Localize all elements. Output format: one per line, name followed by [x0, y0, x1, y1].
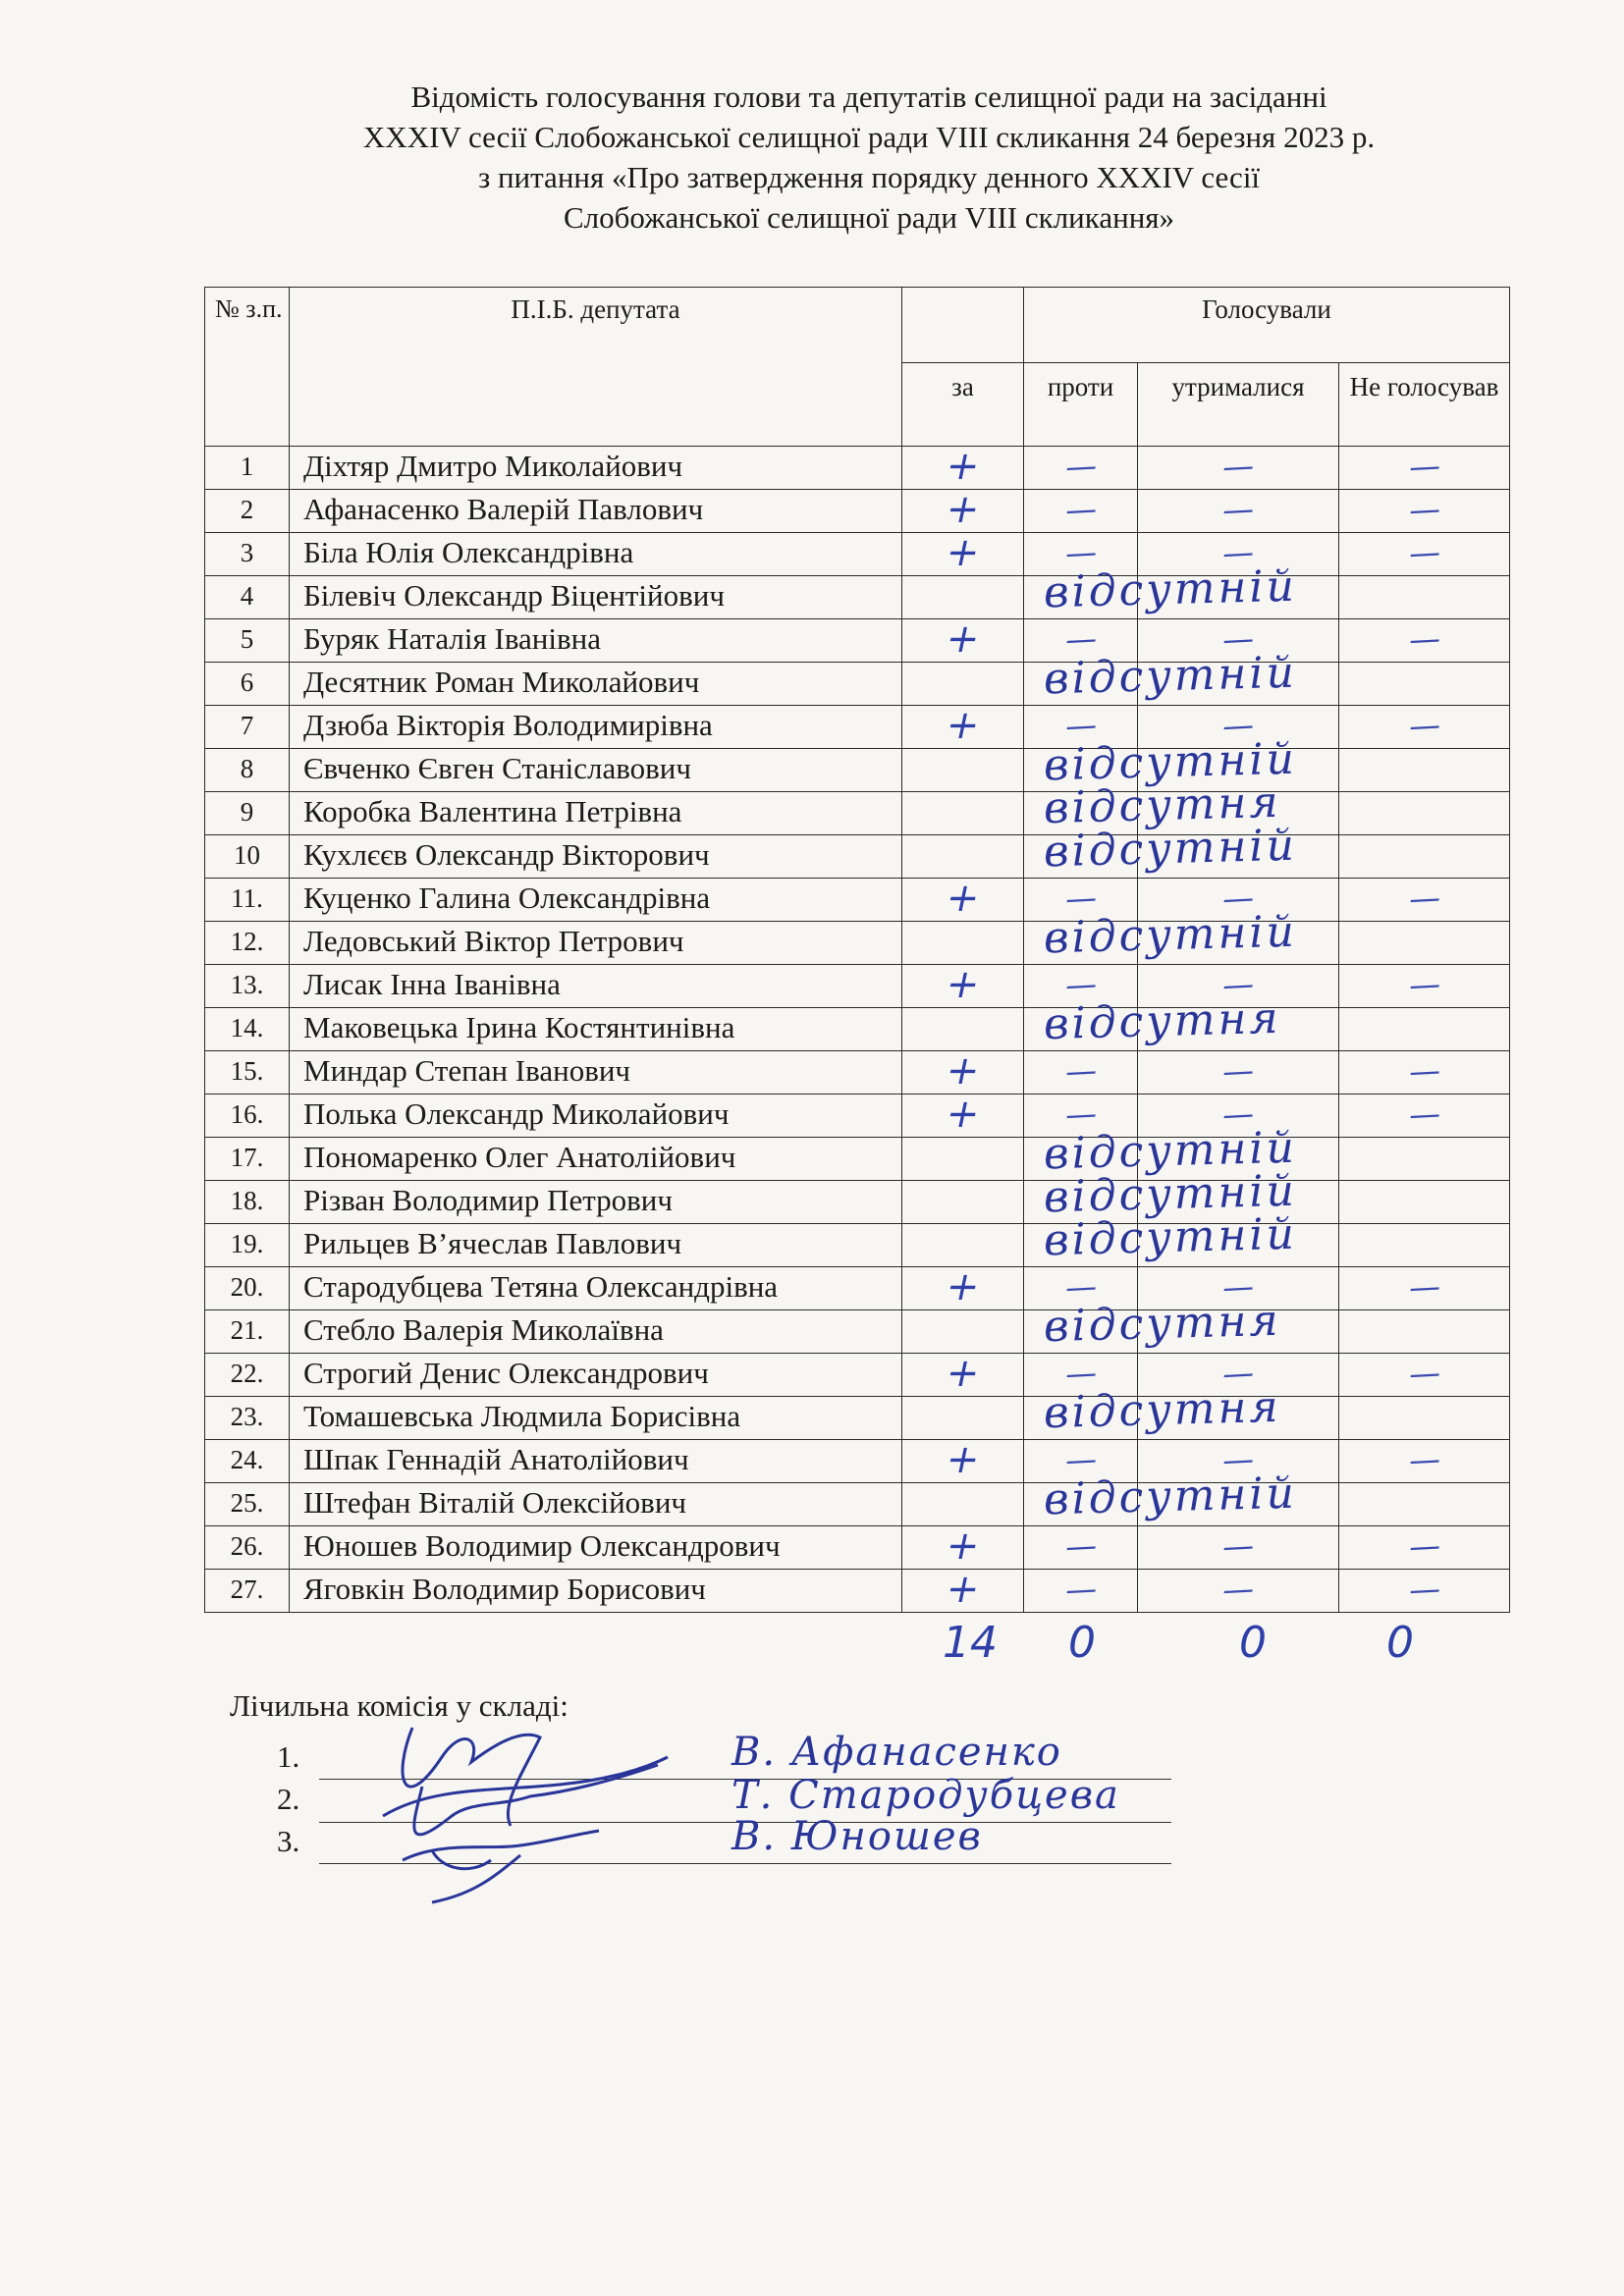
vote-not-voted-mark: — [1407, 490, 1441, 529]
vote-for-mark: + [941, 1264, 985, 1309]
deputy-name: Рильцев В’ячеслав Павлович [290, 1224, 902, 1267]
deputy-name: Афанасенко Валерій Павлович [290, 490, 902, 533]
deputy-name: Шпак Геннадій Анатолійович [290, 1440, 902, 1483]
absent-note: відсутня [1043, 992, 1282, 1050]
table-row [205, 576, 1510, 619]
table-row [205, 1138, 1510, 1181]
vote-not-voted-cell [1339, 1440, 1510, 1483]
table-row [205, 1440, 1510, 1483]
vote-not-voted-cell [1339, 965, 1510, 1008]
vote-for-cell [902, 962, 1024, 1008]
vote-for-cell [902, 1351, 1024, 1397]
vote-against-mark: — [1063, 965, 1098, 1004]
absent-cell [1024, 1295, 1282, 1354]
total-for: 14 [943, 1618, 998, 1668]
row-num: 19. [205, 1224, 290, 1267]
vote-for-mark: + [941, 1437, 985, 1482]
vote-not-voted-cell [1339, 792, 1510, 835]
member-num-3: 3. [277, 1824, 300, 1858]
vote-not-voted-cell [1339, 1310, 1510, 1354]
row-num: 5 [205, 619, 290, 663]
vote-for-cell [902, 1483, 1024, 1526]
vote-for-cell [902, 1264, 1024, 1310]
absent-note: відсутній [1043, 1165, 1298, 1223]
table-row [205, 922, 1510, 965]
row-num: 10 [205, 835, 290, 879]
vote-for-mark: + [941, 1523, 985, 1569]
table-row [205, 706, 1510, 749]
vote-not-voted-cell [1339, 663, 1510, 706]
vote-abstained-mark: — [1221, 965, 1255, 1004]
vote-not-voted-cell [1339, 1483, 1510, 1526]
vote-abstained-mark: — [1221, 1095, 1255, 1134]
vote-for-cell [902, 1224, 1024, 1267]
deputy-name: Маковецька Ірина Костянтинівна [290, 1008, 902, 1051]
vote-not-voted-cell [1339, 533, 1510, 576]
vote-abstained-mark: — [1221, 447, 1255, 486]
vote-against-mark: — [1063, 1440, 1098, 1479]
vote-for-mark: + [941, 616, 985, 662]
deputy-name: Десятник Роман Миколайович [290, 663, 902, 706]
table-row [205, 749, 1510, 792]
title-line-1: Відомість голосування голови та депутатів селищної ради на засіданні [410, 80, 1327, 114]
header-not-voted: Не голосував [1339, 363, 1510, 447]
vote-abstained-mark: — [1221, 1267, 1255, 1307]
vote-not-voted-cell [1339, 1526, 1510, 1570]
deputy-name: Строгий Денис Олександрович [290, 1354, 902, 1397]
vote-not-voted-cell [1339, 749, 1510, 792]
vote-for-mark: + [941, 703, 985, 748]
vote-against-mark: — [1063, 1526, 1098, 1566]
table-row [205, 447, 1510, 490]
absent-note: відсутній [1043, 1468, 1298, 1525]
vote-not-voted-mark: — [1407, 533, 1441, 572]
vote-for-mark: + [941, 444, 985, 489]
vote-against-mark: — [1063, 706, 1098, 745]
member-name-2: Т. Стародубцева [731, 1773, 1120, 1818]
vote-for-cell [902, 1397, 1024, 1440]
table-row [205, 1181, 1510, 1224]
row-num: 21. [205, 1310, 290, 1354]
absent-note: відсутній [1043, 820, 1298, 878]
vote-not-voted-mark: — [1407, 879, 1441, 918]
vote-abstained-cell [1138, 1051, 1339, 1095]
table-row [205, 1224, 1510, 1267]
table-row [205, 1008, 1510, 1051]
vote-for-mark: + [941, 1092, 985, 1137]
vote-for-cell [902, 1048, 1024, 1095]
vote-not-voted-cell [1339, 1570, 1510, 1613]
deputy-name: Юношев Володимир Олександрович [290, 1526, 902, 1570]
vote-for-mark: + [941, 962, 985, 1007]
vote-for-cell [902, 576, 1024, 619]
header-name: П.І.Б. депутата [290, 288, 902, 447]
row-num: 18. [205, 1181, 290, 1224]
vote-for-mark: + [941, 487, 985, 532]
vote-abstained-mark: — [1221, 706, 1255, 745]
table-row [205, 835, 1510, 879]
vote-for-cell [902, 1567, 1024, 1613]
deputy-name: Яговкін Володимир Борисович [290, 1570, 902, 1613]
absent-cell [1024, 1468, 1298, 1526]
vote-for-cell [902, 616, 1024, 663]
vote-against-cell [1024, 1526, 1138, 1570]
vote-against-cell [1024, 490, 1138, 533]
vote-for-cell [902, 792, 1024, 835]
row-num: 26. [205, 1526, 290, 1570]
absent-note: відсутній [1043, 647, 1298, 705]
vote-abstained-cell [1138, 490, 1339, 533]
header-for: за [902, 363, 1024, 447]
vote-for-mark: + [941, 876, 985, 921]
vote-for-cell [902, 1008, 1024, 1051]
vote-for-mark: + [941, 1048, 985, 1094]
vote-against-mark: — [1063, 1570, 1098, 1609]
vote-for-cell [902, 1437, 1024, 1483]
vote-abstained-cell [1138, 447, 1339, 490]
row-num: 16. [205, 1095, 290, 1138]
vote-abstained-mark: — [1221, 619, 1255, 659]
row-num: 2 [205, 490, 290, 533]
row-num: 15. [205, 1051, 290, 1095]
vote-against-mark: — [1063, 533, 1098, 572]
header-against: проти [1024, 363, 1138, 447]
deputy-name: Томашевська Людмила Борисівна [290, 1397, 902, 1440]
vote-against-mark: — [1063, 1354, 1098, 1393]
total-against: 0 [1068, 1618, 1096, 1668]
table-row [205, 1051, 1510, 1095]
table-row [205, 1267, 1510, 1310]
vote-against-cell [1024, 1051, 1138, 1095]
vote-abstained-cell [1138, 1526, 1339, 1570]
row-num: 20. [205, 1267, 290, 1310]
member-name-3: В. Юношев [731, 1814, 983, 1859]
vote-abstained-cell [1138, 1570, 1339, 1613]
table-row [205, 1570, 1510, 1613]
row-num: 6 [205, 663, 290, 706]
deputy-name: Полька Олександр Миколайович [290, 1095, 902, 1138]
vote-not-voted-mark: — [1407, 1440, 1441, 1479]
table-row [205, 663, 1510, 706]
vote-for-cell [902, 1523, 1024, 1570]
absent-note: відсутній [1043, 561, 1298, 618]
vote-not-voted-mark: — [1407, 1570, 1441, 1609]
table-row [205, 1310, 1510, 1354]
header-voted: Голосували [1024, 288, 1510, 363]
vote-abstained-mark: — [1221, 1051, 1255, 1091]
vote-not-voted-mark: — [1407, 1526, 1441, 1566]
title-line-3: з питання «Про затвердження порядку денного XXXIV сесії [477, 160, 1261, 194]
absent-cell [1024, 647, 1298, 706]
row-num: 7 [205, 706, 290, 749]
title-line-2: XXXIV сесії Слобожанської селищної ради VIII скликання 24 березня 2023 р. [362, 120, 1376, 154]
deputy-name: Штефан Віталій Олексійович [290, 1483, 902, 1526]
absent-note: відсутній [1043, 906, 1298, 964]
vote-not-voted-cell [1339, 1354, 1510, 1397]
vote-not-voted-cell [1339, 447, 1510, 490]
deputy-name: Дзюба Вікторія Володимирівна [290, 706, 902, 749]
vote-for-mark: + [941, 1351, 985, 1396]
absent-note: відсутня [1043, 776, 1282, 834]
deputy-name: Євченко Євген Станіславович [290, 749, 902, 792]
vote-not-voted-cell [1339, 490, 1510, 533]
vote-against-mark: — [1063, 879, 1098, 918]
header-abstained: утрималися [1138, 363, 1339, 447]
vote-not-voted-mark: — [1407, 619, 1441, 659]
absent-note: відсутня [1043, 1295, 1282, 1353]
vote-for-cell [902, 530, 1024, 576]
vote-for-cell [902, 922, 1024, 965]
table-row [205, 1354, 1510, 1397]
row-num: 12. [205, 922, 290, 965]
vote-abstained-mark: — [1221, 1354, 1255, 1393]
absent-note: відсутній [1043, 1122, 1298, 1180]
vote-not-voted-cell [1339, 1224, 1510, 1267]
deputy-name: Коробка Валентина Петрівна [290, 792, 902, 835]
total-not-voted: 0 [1386, 1618, 1414, 1668]
deputy-name: Миндар Степан Іванович [290, 1051, 902, 1095]
vote-against-cell [1024, 1570, 1138, 1613]
vote-not-voted-mark: — [1407, 447, 1441, 486]
vote-for-cell [902, 1138, 1024, 1181]
absent-cell [1024, 1381, 1282, 1440]
row-num: 24. [205, 1440, 290, 1483]
table-row [205, 1526, 1510, 1570]
table-row [205, 792, 1510, 835]
deputy-name: Стебло Валерія Миколаївна [290, 1310, 902, 1354]
row-num: 13. [205, 965, 290, 1008]
vote-for-cell [902, 1181, 1024, 1224]
row-num: 14. [205, 1008, 290, 1051]
vote-for-cell [902, 487, 1024, 533]
vote-for-cell [902, 1092, 1024, 1138]
deputy-name: Біла Юлія Олександрівна [290, 533, 902, 576]
absent-note: відсутній [1043, 733, 1298, 791]
deputy-name: Різван Володимир Петрович [290, 1181, 902, 1224]
absent-cell [1024, 1208, 1298, 1267]
vote-not-voted-mark: — [1407, 706, 1441, 745]
vote-for-cell [902, 749, 1024, 792]
vote-not-voted-cell [1339, 922, 1510, 965]
vote-for-cell [902, 876, 1024, 922]
title-line-4: Слобожанської селищної ради VIII скликання» [563, 200, 1175, 235]
vote-not-voted-cell [1339, 1267, 1510, 1310]
vote-abstained-mark: — [1221, 1440, 1255, 1479]
row-num: 3 [205, 533, 290, 576]
deputy-name: Кухлєєв Олександр Вікторович [290, 835, 902, 879]
document-title [196, 77, 1542, 238]
member-num-2: 2. [277, 1782, 300, 1816]
vote-for-cell [902, 835, 1024, 879]
vote-against-mark: — [1063, 619, 1098, 659]
table-row [205, 1095, 1510, 1138]
deputy-name: Білевіч Олександр Віцентійович [290, 576, 902, 619]
deputy-name: Куценко Галина Олександрівна [290, 879, 902, 922]
deputy-name: Пономаренко Олег Анатолійович [290, 1138, 902, 1181]
vote-not-voted-cell [1339, 576, 1510, 619]
row-num: 9 [205, 792, 290, 835]
row-num: 11. [205, 879, 290, 922]
member-num-1: 1. [277, 1739, 300, 1774]
row-num: 17. [205, 1138, 290, 1181]
table-row [205, 879, 1510, 922]
deputy-name: Лисак Інна Іванівна [290, 965, 902, 1008]
signatures-scribble [373, 1669, 697, 1904]
vote-not-voted-cell [1339, 619, 1510, 663]
deputy-name: Буряк Наталія Іванівна [290, 619, 902, 663]
table-row [205, 1483, 1510, 1526]
member-name-1: В. Афанасенко [731, 1730, 1062, 1775]
vote-abstained-mark: — [1221, 490, 1255, 529]
vote-abstained-mark: — [1221, 1570, 1255, 1609]
vote-against-mark: — [1063, 447, 1098, 486]
vote-not-voted-cell [1339, 1008, 1510, 1051]
row-num: 22. [205, 1354, 290, 1397]
voting-table [204, 287, 1510, 1613]
vote-abstained-mark: — [1221, 879, 1255, 918]
vote-for-cell [902, 703, 1024, 749]
vote-not-voted-cell [1339, 879, 1510, 922]
vote-abstained-mark: — [1221, 533, 1255, 572]
deputy-name: Стародубцева Тетяна Олександрівна [290, 1267, 902, 1310]
vote-not-voted-mark: — [1407, 1095, 1441, 1134]
absent-cell [1024, 820, 1298, 879]
vote-for-cell [902, 1310, 1024, 1354]
vote-abstained-mark: — [1221, 1526, 1255, 1566]
absent-cell [1024, 992, 1282, 1051]
commission-title: Лічильна комісія у складі: [230, 1688, 568, 1723]
vote-not-voted-mark: — [1407, 1354, 1441, 1393]
vote-not-voted-cell [1339, 1181, 1510, 1224]
vote-not-voted-mark: — [1407, 1051, 1441, 1091]
vote-not-voted-cell [1339, 1397, 1510, 1440]
header-num: № з.п. [205, 288, 290, 447]
vote-not-voted-cell [1339, 706, 1510, 749]
row-num: 4 [205, 576, 290, 619]
row-num: 25. [205, 1483, 290, 1526]
table-row [205, 490, 1510, 533]
vote-not-voted-mark: — [1407, 965, 1441, 1004]
vote-not-voted-cell [1339, 835, 1510, 879]
table-row [205, 1397, 1510, 1440]
absent-note: відсутня [1043, 1381, 1282, 1439]
table-row [205, 619, 1510, 663]
absent-cell [1024, 906, 1298, 965]
table-row [205, 965, 1510, 1008]
vote-not-voted-cell [1339, 1051, 1510, 1095]
vote-against-mark: — [1063, 490, 1098, 529]
vote-against-mark: — [1063, 1051, 1098, 1091]
vote-not-voted-cell [1339, 1138, 1510, 1181]
vote-for-mark: + [941, 1567, 985, 1612]
vote-against-cell [1024, 447, 1138, 490]
deputy-name: Ледовський Віктор Петрович [290, 922, 902, 965]
vote-for-cell [902, 444, 1024, 490]
deputy-name: Діхтяр Дмитро Миколайович [290, 447, 902, 490]
row-num: 8 [205, 749, 290, 792]
vote-not-voted-mark: — [1407, 1267, 1441, 1307]
header-blank [902, 288, 1024, 363]
vote-for-cell [902, 663, 1024, 706]
absent-cell [1024, 561, 1298, 619]
vote-not-voted-cell [1339, 1095, 1510, 1138]
absent-note: відсутній [1043, 1208, 1298, 1266]
vote-for-mark: + [941, 530, 985, 575]
vote-against-mark: — [1063, 1095, 1098, 1134]
total-abstained: 0 [1239, 1618, 1267, 1668]
row-num: 27. [205, 1570, 290, 1613]
row-num: 23. [205, 1397, 290, 1440]
vote-against-mark: — [1063, 1267, 1098, 1307]
table-row [205, 533, 1510, 576]
row-num: 1 [205, 447, 290, 490]
